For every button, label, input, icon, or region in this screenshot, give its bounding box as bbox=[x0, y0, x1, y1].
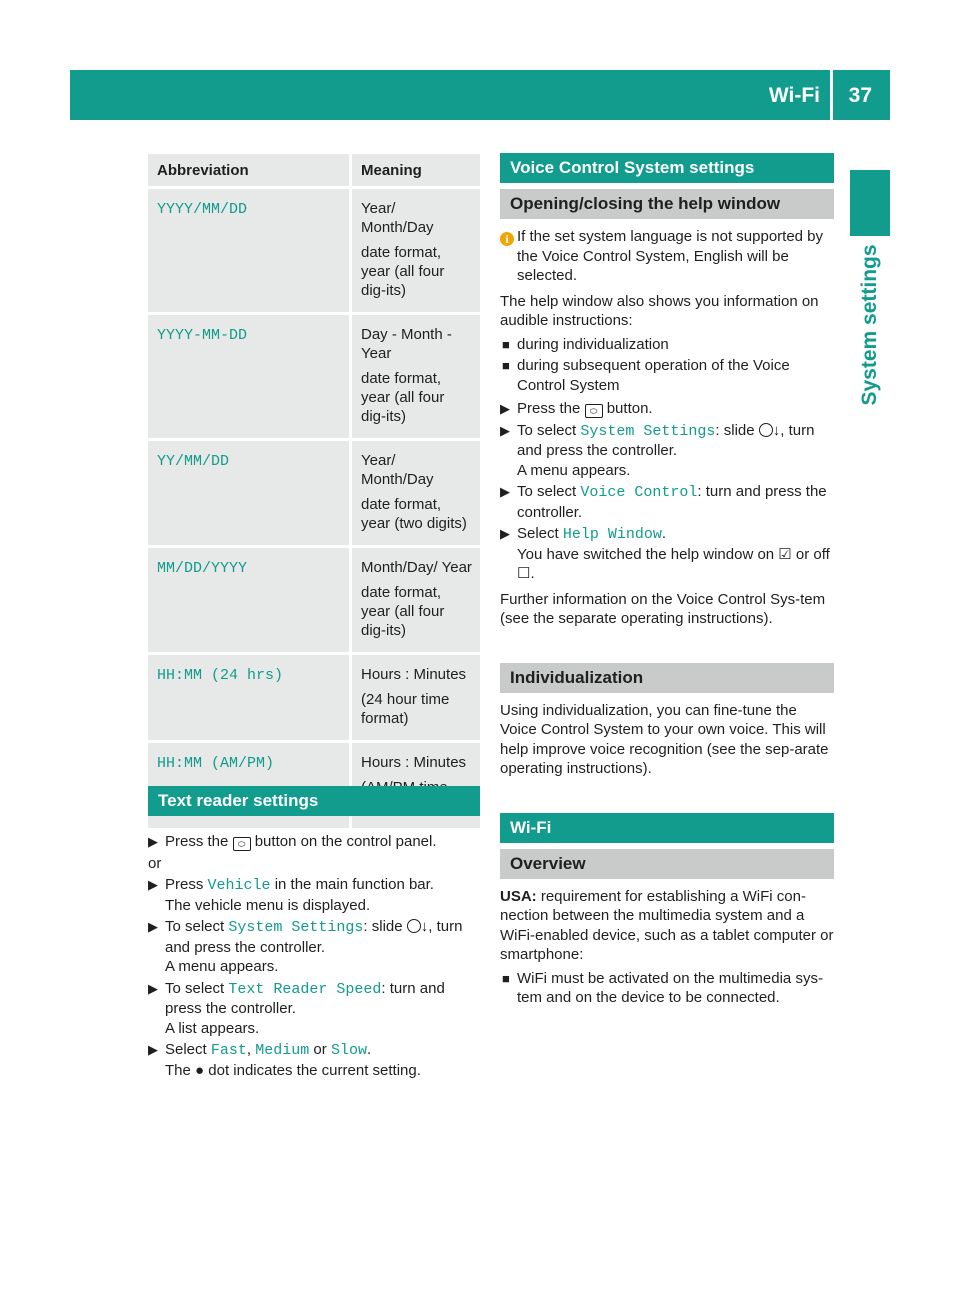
text-reader-section bbox=[148, 786, 480, 1080]
meaning-line: Day - Month - Year bbox=[361, 326, 452, 362]
abbr-code: YYYY/MM/DD bbox=[157, 201, 248, 218]
checkbox-empty-icon: ☐ bbox=[517, 565, 531, 582]
meaning-line: Year/ Month/Day bbox=[361, 200, 434, 236]
table-row bbox=[148, 314, 480, 440]
instruction-step: ▶ Select Fast, Medium or Slow. The ● dot indicates the current setting. bbox=[148, 1041, 421, 1079]
list-item: ■ during individualization bbox=[502, 335, 669, 353]
arrow-icon: ▶ bbox=[148, 877, 158, 892]
abbr-code: HH:MM (AM/PM) bbox=[157, 755, 275, 772]
bullet-icon: ■ bbox=[502, 970, 510, 986]
table-row bbox=[148, 547, 480, 654]
side-tab-label: System settings bbox=[858, 244, 881, 406]
voice-control-heading: Voice Control System settings bbox=[500, 153, 834, 183]
or-text: or bbox=[148, 854, 162, 872]
arrow-icon: ▶ bbox=[500, 422, 510, 438]
bullet-icon: ■ bbox=[502, 336, 510, 352]
arrow-icon: ▶ bbox=[500, 401, 510, 416]
table-header-abbreviation: Abbreviation bbox=[148, 154, 351, 188]
page-number: 37 bbox=[848, 84, 872, 107]
arrow-icon: ▶ bbox=[148, 919, 158, 934]
arrow-icon: ▶ bbox=[148, 834, 158, 849]
arrow-icon: ▶ bbox=[500, 484, 510, 499]
list-item: ■ WiFi must be activated on the multimedia sys-tem and on the device to be connected. bbox=[502, 969, 823, 1006]
paragraph: USA: requirement for establishing a WiFi con-nection between the multimedia system and a WiFi-enabled device, such as a tablet computer or smartphone: bbox=[500, 887, 834, 963]
instruction-step: ▶ Press the ⬭ button on the control panel. bbox=[148, 833, 437, 850]
wifi-heading: Wi-Fi bbox=[500, 813, 834, 843]
help-window-subheading: Opening/closing the help window bbox=[500, 189, 834, 219]
meaning-line: date format, year (two digits) bbox=[361, 496, 467, 532]
instruction-step: ▶ Press the ⬭ button. bbox=[500, 400, 653, 417]
bullet-icon: ■ bbox=[502, 358, 510, 373]
instruction-step: ▶ To select Voice Control: turn and press the controller. bbox=[500, 483, 827, 521]
radio-dot-icon: ● bbox=[195, 1061, 205, 1079]
paragraph: Further information on the Voice Control Sys-tem (see the separate operating instructions). bbox=[500, 590, 826, 627]
instruction-step: ▶ To select System Settings: slide ↓, turn and press the controller. A menu appears. bbox=[500, 421, 815, 479]
table-header-meaning: Meaning bbox=[351, 154, 481, 188]
car-button-icon: ⬭ bbox=[585, 404, 603, 418]
arrow-icon: ▶ bbox=[500, 526, 510, 541]
arrow-icon: ▶ bbox=[148, 1042, 158, 1057]
meaning-line: Hours : Minutes bbox=[361, 666, 467, 683]
abbr-code: YY/MM/DD bbox=[157, 453, 230, 470]
overview-subheading: Overview bbox=[500, 849, 834, 879]
table-row bbox=[148, 440, 480, 547]
header-section-title: Wi-Fi bbox=[768, 84, 820, 107]
individualization-heading: Individualization bbox=[500, 663, 834, 693]
instruction-step: ▶ Select Help Window. You have switched the help window on ☑ or off ☐. bbox=[500, 525, 830, 582]
abbr-code: MM/DD/YYYY bbox=[157, 560, 248, 577]
abbr-code: YYYY-MM-DD bbox=[157, 327, 248, 344]
info-note: i If the set system language is not supported by the Voice Control System, English will be selected. bbox=[500, 227, 834, 286]
info-icon: i bbox=[500, 232, 514, 246]
table-row bbox=[148, 654, 480, 742]
meaning-line: date format, year (all four dig-its) bbox=[361, 370, 445, 425]
paragraph: Using individualization, you can fine-tune the Voice Control System to your own voice. This will help improve voice recognition (see the sep-arate operating instructions). bbox=[500, 701, 829, 777]
header-divider bbox=[830, 70, 833, 120]
checkbox-checked-icon: ☑ bbox=[778, 545, 792, 563]
instruction-step: ▶ Press Vehicle in the main function bar. The vehicle menu is displayed. bbox=[148, 876, 434, 914]
car-button-icon: ⬭ bbox=[233, 837, 251, 851]
instruction-step: ▶ To select System Settings: slide ↓, turn and press the controller. A menu appears. bbox=[148, 918, 463, 975]
table-row bbox=[148, 188, 480, 314]
list-item: ■ during subsequent operation of the Voice Control System bbox=[502, 357, 790, 394]
text-reader-heading: Text reader settings bbox=[148, 786, 480, 816]
arrow-icon: ▶ bbox=[148, 980, 158, 996]
meaning-line: Year/ Month/Day bbox=[361, 452, 434, 488]
abbr-code: HH:MM (24 hrs) bbox=[157, 667, 284, 684]
meaning-line: Hours : Minutes bbox=[361, 754, 467, 771]
meaning-line: Month/Day/ Year bbox=[361, 559, 472, 576]
page-header-bar bbox=[70, 70, 890, 120]
voice-control-section bbox=[500, 153, 834, 1008]
controller-slide-icon bbox=[407, 919, 421, 933]
instruction-step: ▶ To select Text Reader Speed: turn and press the controller. A list appears. bbox=[148, 979, 445, 1037]
meaning-line: date format, year (all four dig-its) bbox=[361, 584, 445, 639]
meaning-line: (24 hour time format) bbox=[361, 691, 450, 727]
paragraph: The help window also shows you information on audible instructions: bbox=[500, 292, 819, 329]
abbreviation-table bbox=[148, 154, 480, 828]
controller-slide-icon bbox=[759, 423, 773, 437]
meaning-line: date format, year (all four dig-its) bbox=[361, 244, 445, 299]
